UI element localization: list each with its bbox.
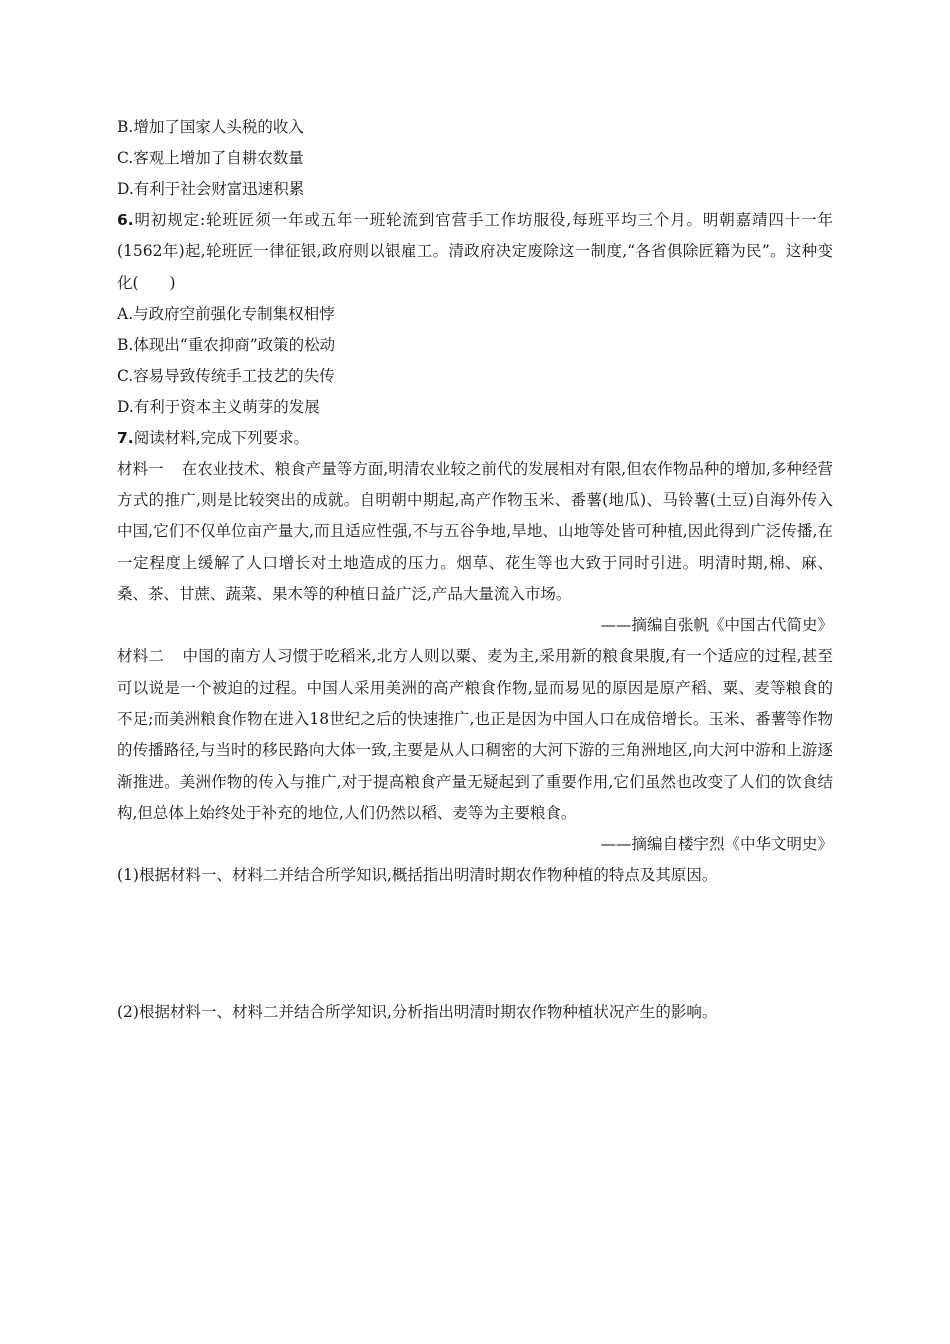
q6-stem-text: 明初规定:轮班匠须一年或五年一班轮流到官营手工作坊服役,每班平均三个月。明朝嘉靖四十一年(1562年)起,轮班匠一律征银,政府则以银雇工。清政府决定废除这一制度,“各省俱除匠籍为民”。这种变化( ): [117, 211, 833, 292]
q7-number: 7.: [117, 428, 134, 447]
q6-stem: [117, 205, 833, 299]
q7-stem-text: 阅读材料,完成下列要求。: [133, 428, 310, 447]
material2-text: 中国的南方人习惯于吃稻米,北方人则以粟、麦为主,采用新的粮食果腹,有一个适应的过程,甚至可以说是一个被迫的过程。中国人采用美洲的高产粮食作物,显而易见的原因是原产稻、粟、麦等粮食的不足;而美洲粮食作物在进入18世纪之后的快速推广,也正是因为中国人口在成倍增长。玉米、番薯等作物的传播路径,与当时的移民路向大体一致,主要是从人口稠密的大河下游的三角洲地区,向大河中游和上游逐渐推进。美洲作物的传入与推广,对于提高粮食产量无疑起到了重要作用,它们虽然也改变了人们的饮食结构,但总体上始终处于补充的地位,人们仍然以稻、麦等为主要粮食。: [117, 647, 833, 822]
q5-option-b: B.增加了国家人头税的收入: [117, 118, 304, 136]
q6-option-c: C.容易导致传统手工技艺的失传: [117, 366, 335, 385]
material1-label: 材料一: [117, 459, 164, 478]
material1-text: 在农业技术、粮食产量等方面,明清农业较之前代的发展相对有限,但农作物品种的增加,多种经营方式的推广,则是比较突出的成就。自明朝中期起,高产作物玉米、番薯(地瓜)、马铃薯(土豆)自海外传入中国,它们不仅单位亩产量大,而且适应性强,不与五谷争地,旱地、山地等处皆可种植,因此得到广泛传播,在一定程度上缓解了人口增长对土地造成的压力。烟草、花生等也大致于同时引进。明清时期,棉、麻、桑、茶、甘蔗、蔬菜、果木等的种植日益广泛,产品大量流入市场。: [117, 459, 833, 604]
q7-stem: [117, 423, 833, 454]
q5-option-d: D.有利于社会财富迅速积累: [117, 180, 305, 198]
q6-option-b: B.体现出“重农抑商”政策的松动: [117, 335, 336, 354]
question-content: [117, 112, 833, 1028]
answer-space-1: [117, 891, 833, 997]
material2-label: 材料二: [117, 647, 165, 666]
material2-source: ——摘编自楼宇烈《中华文明史》: [600, 835, 833, 854]
material1-source: ——摘编自张帆《中国古代简史》: [600, 616, 833, 635]
material1: [117, 454, 833, 610]
material2: [117, 641, 833, 829]
q6-option-a: A.与政府空前强化专制集权相悖: [117, 304, 335, 323]
q6-number: 6.: [117, 211, 134, 229]
q5-option-c: C.客观上增加了自耕农数量: [117, 149, 304, 167]
q6-option-d: D.有利于资本主义萌芽的发展: [117, 397, 320, 416]
q7-sub-question-1: (1)根据材料一、材料二并结合所学知识,概括指出明清时期农作物种植的特点及其原因。: [117, 866, 718, 885]
q7-sub-question-2: (2)根据材料一、材料二并结合所学知识,分析指出明清时期农作物种植状况产生的影响。: [117, 1003, 718, 1022]
